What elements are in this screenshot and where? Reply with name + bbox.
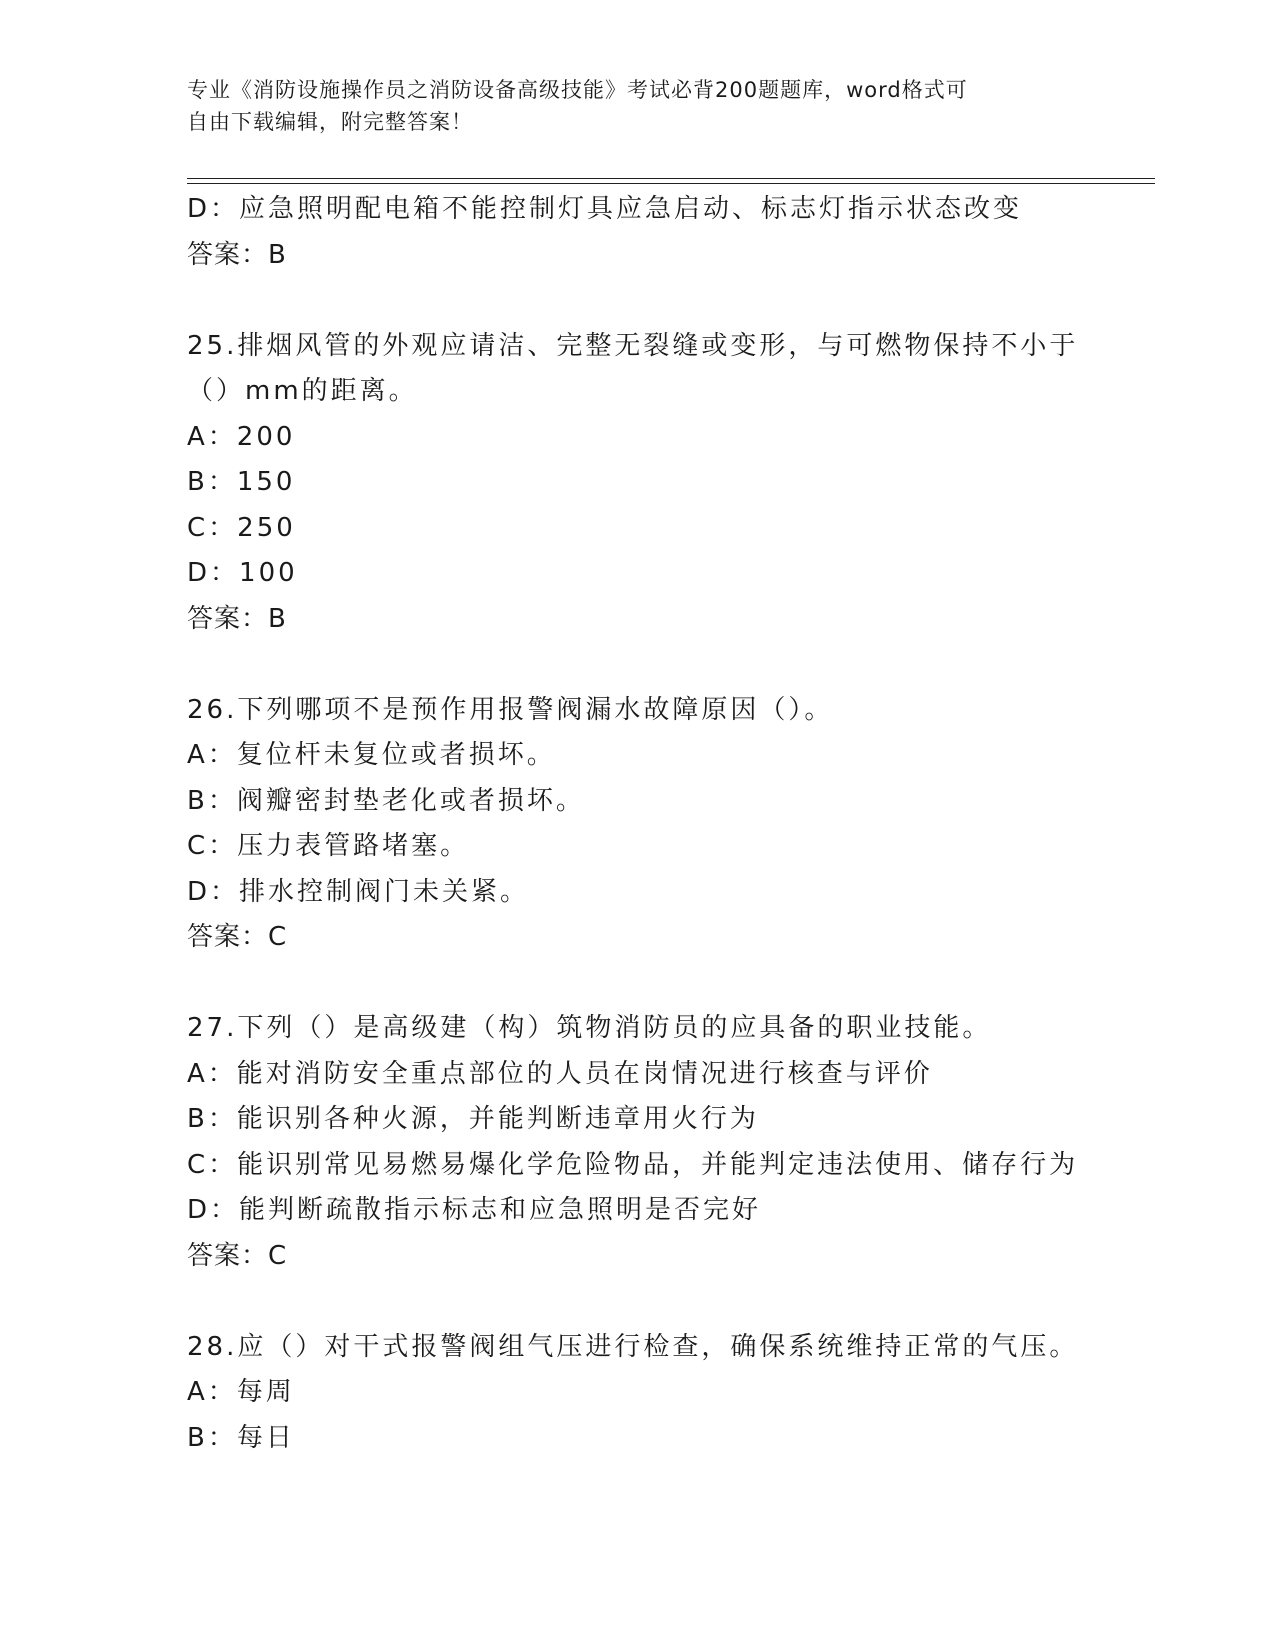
header-divider-top: [187, 178, 1155, 179]
option-d: D：100: [187, 558, 298, 588]
question-stem: 28.应（）对干式报警阀组气压进行检查，确保系统维持正常的气压。: [187, 1331, 1079, 1362]
question-stem: 26.下列哪项不是预作用报警阀漏水故障原因（）。: [187, 694, 834, 725]
spacer: [187, 278, 1087, 324]
header-line-1: 专业《消防设施操作员之消防设备高级技能》考试必背200题题库，word格式可: [187, 78, 968, 102]
spacer: [187, 1279, 1087, 1325]
option-d: D：能判断疏散指示标志和应急照明是否完好: [187, 1195, 762, 1225]
question-26: [187, 688, 1087, 961]
option-b: B：能识别各种火源，并能判断违章用火行为: [187, 1104, 759, 1134]
question-content: [187, 187, 1087, 1461]
question-stem: 25.排烟风管的外观应请洁、完整无裂缝或变形，与可燃物保持不小于: [187, 330, 1079, 361]
question-stem: 27.下列（）是高级建（构）筑物消防员的应具备的职业技能。: [187, 1013, 992, 1043]
option-b: B：150: [187, 467, 296, 497]
answer: 答案：C: [187, 1240, 288, 1271]
spacer: [187, 642, 1087, 688]
option-c: C：250: [187, 512, 296, 543]
header-divider-bottom: [187, 183, 1155, 184]
option-a: A：复位杆未复位或者损坏。: [187, 740, 556, 770]
question-28: [187, 1325, 1087, 1462]
document-header: [187, 74, 1067, 138]
question-25: [187, 324, 1087, 643]
prev-option-d: D：应急照明配电箱不能控制灯具应急启动、标志灯指示状态改变: [187, 194, 1023, 224]
option-a: A：能对消防安全重点部位的人员在岗情况进行核查与评价: [187, 1058, 933, 1089]
option-a: A：200: [187, 421, 296, 452]
option-d: D：排水控制阀门未关紧。: [187, 876, 530, 907]
answer: 答案：B: [187, 603, 287, 634]
option-c: C：能识别常见易燃易爆化学危险物品，并能判定违法使用、储存行为: [187, 1149, 1079, 1180]
option-a: A：每周: [187, 1377, 295, 1407]
question-stem-continued: （）mm的距离。: [187, 376, 418, 406]
header-line-2: 自由下载编辑，附完整答案！: [187, 110, 473, 134]
question-27: [187, 1006, 1087, 1279]
prev-answer: 答案：B: [187, 239, 287, 270]
spacer: [187, 961, 1087, 1007]
answer: 答案：C: [187, 922, 288, 952]
option-b: B：每日: [187, 1422, 295, 1453]
option-b: B：阀瓣密封垫老化或者损坏。: [187, 785, 585, 816]
option-c: C：压力表管路堵塞。: [187, 831, 470, 861]
